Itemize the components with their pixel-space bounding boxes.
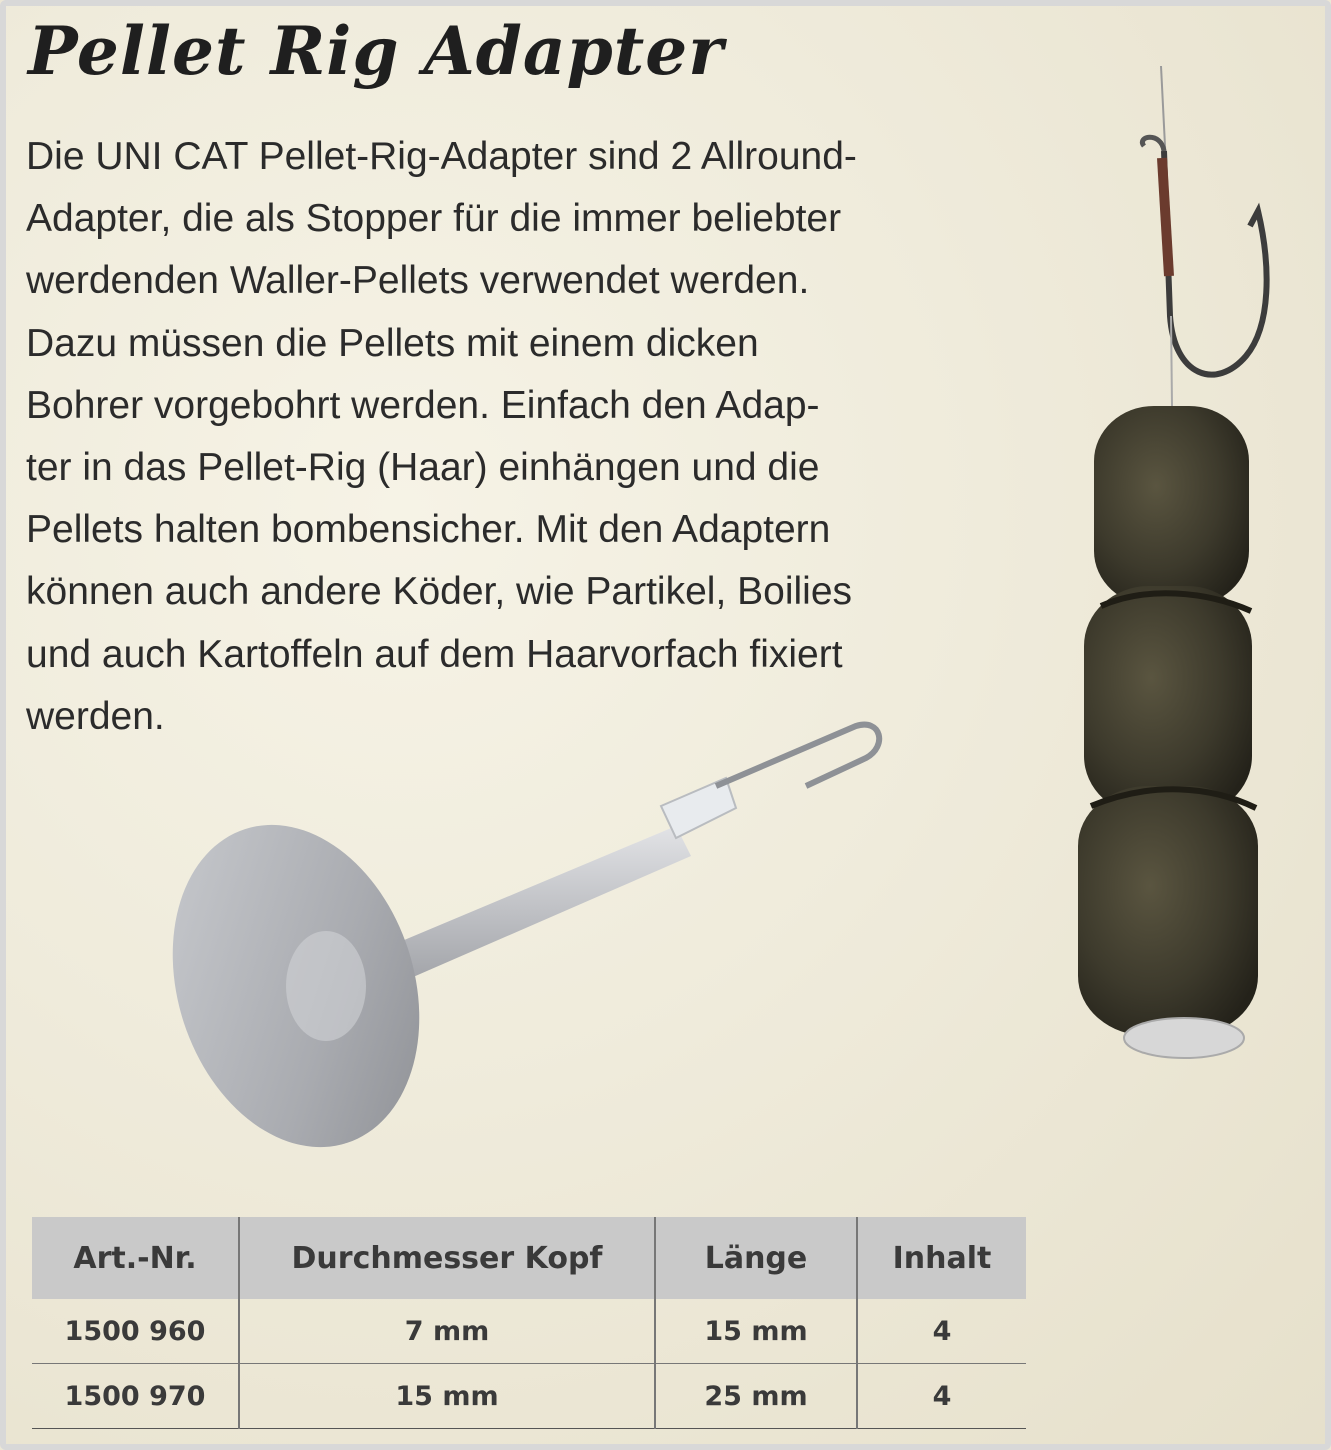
cell-article-number: 1500 960 — [32, 1299, 239, 1364]
adapter-disc-end — [1124, 1018, 1244, 1058]
page-title: Pellet Rig Adapter — [28, 12, 725, 90]
hook-pellet-rig-image — [1066, 46, 1331, 1126]
cell-head-diameter: 15 mm — [239, 1364, 655, 1429]
table-row — [32, 1364, 1026, 1429]
col-contents: Inhalt — [857, 1217, 1026, 1299]
description-line: Die UNI CAT Pellet-Rig-Adapter sind 2 Allround- — [26, 135, 857, 178]
spec-table — [32, 1217, 1026, 1429]
table-header-row — [32, 1217, 1026, 1299]
adapter-shaft — [366, 826, 691, 991]
cell-article-number: 1500 970 — [32, 1364, 239, 1429]
description-line: werdenden Waller-Pellets verwendet werden. — [26, 259, 810, 303]
pellet-stack — [1078, 406, 1258, 1036]
hook-icon — [1142, 137, 1266, 406]
cell-length: 25 mm — [655, 1364, 857, 1429]
adapter-tube — [661, 778, 736, 838]
description-line: Dazu müssen die Pellets mit einem dicken — [26, 321, 759, 365]
col-article-number: Art.-Nr. — [32, 1217, 239, 1299]
description-line: können auch andere Köder, wie Partikel, Boilies — [26, 570, 853, 614]
col-head-diameter: Durchmesser Kopf — [239, 1217, 655, 1299]
description-line: und auch Kartoffeln auf dem Haarvorfach fixiert — [26, 632, 843, 676]
table-row — [32, 1299, 1026, 1364]
description-line: Bohrer vorgebohrt werden. Einfach den Adap- — [26, 383, 820, 427]
description-line: ter in das Pellet-Rig (Haar) einhängen und die — [26, 446, 820, 490]
cell-length: 15 mm — [655, 1299, 857, 1364]
cell-contents: 4 — [857, 1364, 1026, 1429]
pellet-rig-adapter-image — [116, 716, 906, 1176]
adapter-clip — [716, 725, 879, 786]
description-line: Adapter, die als Stopper für die immer beliebter — [26, 197, 842, 241]
description-line: Pellets halten bombensicher. Mit den Adaptern — [26, 508, 831, 552]
cell-head-diameter: 7 mm — [239, 1299, 655, 1364]
cell-contents: 4 — [857, 1299, 1026, 1364]
product-description — [26, 126, 1086, 748]
col-length: Länge — [655, 1217, 857, 1299]
description-line: werden. — [26, 694, 165, 738]
